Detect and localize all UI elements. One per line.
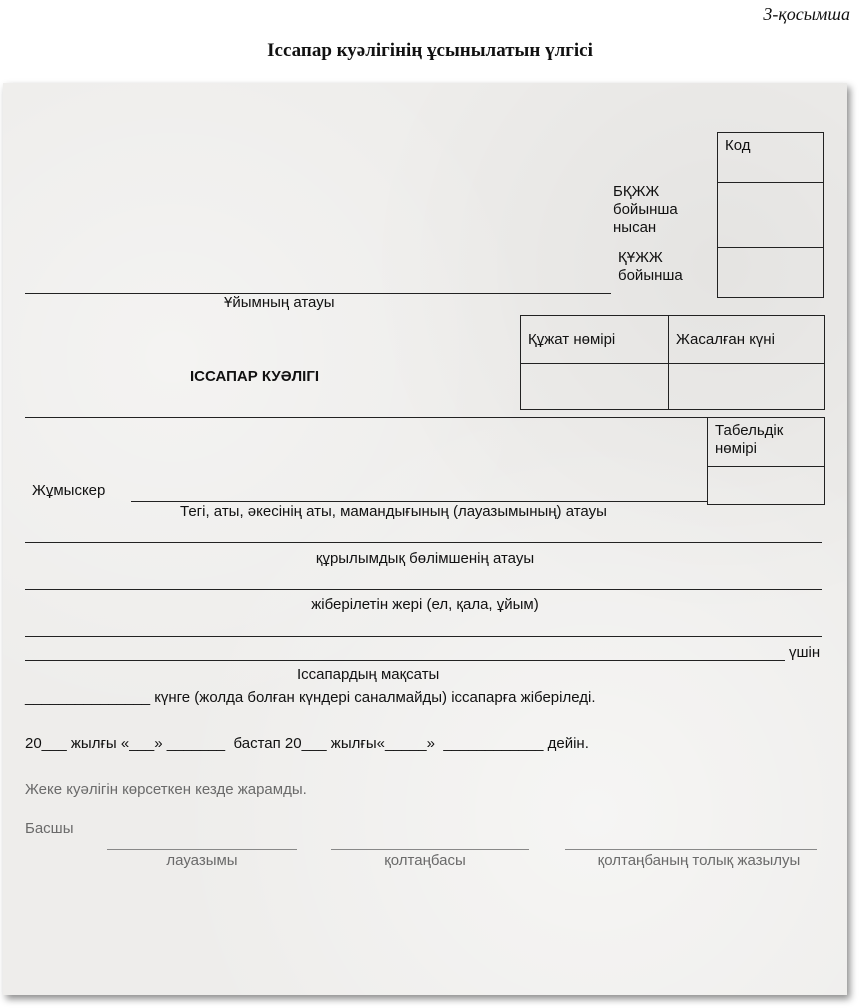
employee-caption: Тегі, аты, әкесінің аты, мамандығының (лауазымының) атауы <box>180 503 607 520</box>
org-name-caption: Ұйымның атауы <box>224 294 335 311</box>
destination-line[interactable] <box>25 589 822 590</box>
doc-number-label: Құжат нөмірі <box>528 330 616 348</box>
purpose-line[interactable] <box>25 660 785 661</box>
department-line[interactable] <box>25 542 822 543</box>
date-created-label: Жасалған күні <box>676 330 775 348</box>
annex-label: 3-қосымша <box>763 4 850 24</box>
signature-line[interactable] <box>331 849 529 850</box>
tabel-table <box>707 417 825 505</box>
destination-caption: жіберілетін жері (ел, қала, ұйым) <box>311 596 539 613</box>
department-caption: құрылымдық бөлімшенің атауы <box>315 550 535 567</box>
for-label: үшін <box>789 644 821 661</box>
date-created-header <box>669 316 825 364</box>
tabel-label: Табельдік нөмірі <box>715 422 784 457</box>
fullname-caption: қолтаңбаның толық жазылуы <box>597 852 801 869</box>
position-line[interactable] <box>107 849 297 850</box>
signature-caption: қолтаңбасы <box>384 852 466 869</box>
fullname-line[interactable] <box>565 849 817 850</box>
code-okpo-cell[interactable] <box>718 248 824 298</box>
doc-number-header <box>521 316 669 364</box>
duration-text: _______________ күнге (жолда болған күндері саналмайды) іссапарға жіберіледі. <box>25 689 596 706</box>
code-okud-cell[interactable] <box>718 183 824 248</box>
position-caption: лауазымы <box>166 852 238 869</box>
okpo-label: ҚҰЖЖ бойынша <box>618 249 683 284</box>
document-title: Іссапар куәлігінің ұсынылатын үлгісі <box>267 40 593 61</box>
code-table <box>717 132 824 298</box>
code-header-cell <box>718 133 824 183</box>
date-created-cell[interactable] <box>669 364 825 410</box>
employee-top-line <box>25 417 708 418</box>
form-heading: ІССАПАР КУӘЛІГІ <box>190 368 319 385</box>
destination-line-2[interactable] <box>25 636 822 637</box>
employee-label: Жұмыскер <box>32 482 106 499</box>
tabel-number-cell[interactable] <box>708 467 825 505</box>
employee-line[interactable] <box>131 501 708 502</box>
purpose-caption: Іссапардың мақсаты <box>297 666 440 683</box>
okud-label: БҚЖЖ бойынша нысан <box>613 183 678 236</box>
tabel-header <box>708 418 825 467</box>
head-label: Басшы <box>25 820 74 837</box>
valid-text: Жеке куәлігін көрсеткен кезде жарамды. <box>25 781 307 798</box>
doc-number-table <box>520 315 825 410</box>
doc-number-cell[interactable] <box>521 364 669 410</box>
form-sheet <box>3 83 847 995</box>
code-label: Код <box>725 137 751 154</box>
period-text: 20___ жылғы «___» _______ бастап 20___ жылғы«_____» ____________ дейін. <box>25 735 589 752</box>
